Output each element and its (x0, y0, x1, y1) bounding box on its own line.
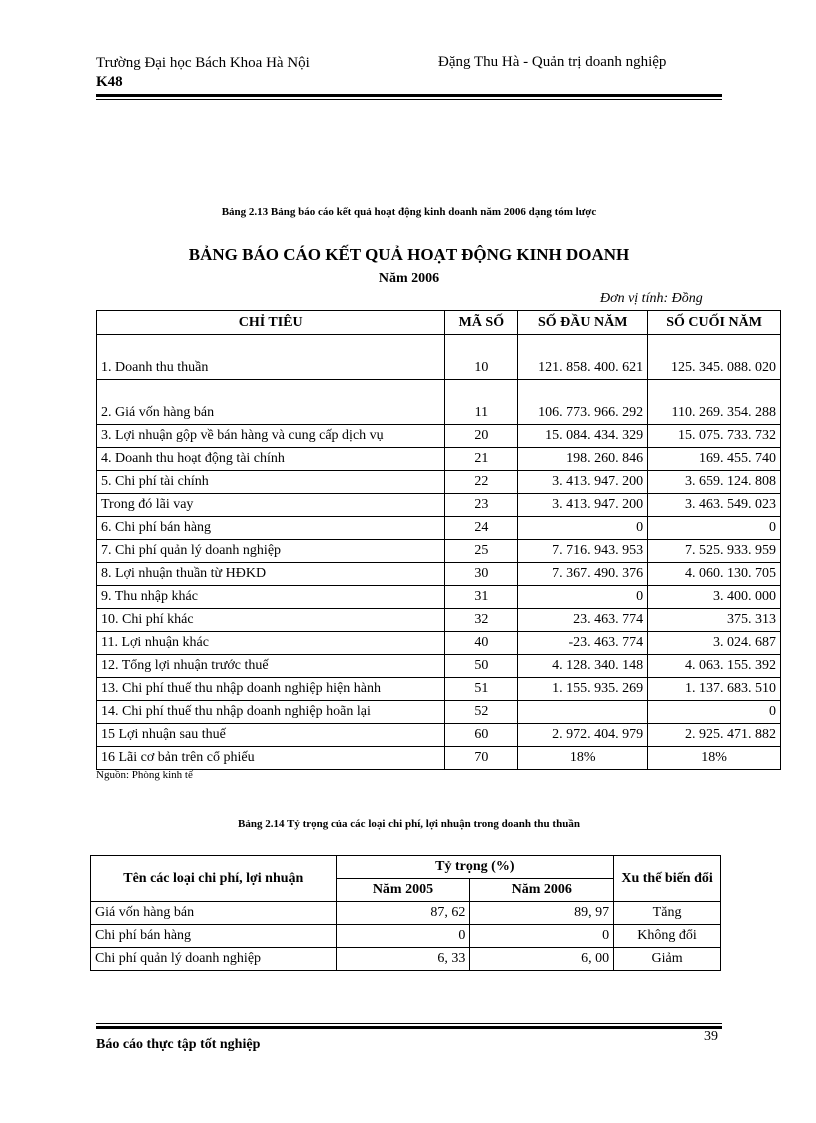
row-code: 32 (445, 609, 518, 632)
row-code: 11 (445, 380, 518, 425)
t2-row-2006: 89, 97 (470, 902, 614, 925)
row-end-value: 4. 063. 155. 392 (648, 655, 781, 678)
row-item-name: 2. Giá vốn hàng bán (97, 380, 445, 425)
t2-row-trend: Không đổi (614, 925, 721, 948)
t2-row-trend: Giảm (614, 948, 721, 971)
table-row (97, 609, 781, 632)
row-end-value: 0 (648, 701, 781, 724)
row-end-value: 125. 345. 088. 020 (648, 335, 781, 380)
t2-header-2006: Năm 2006 (470, 879, 614, 902)
t2-header-name: Tên các loại chi phí, lợi nhuận (91, 856, 337, 902)
row-code: 30 (445, 563, 518, 586)
unit-label: Đơn vị tính: Đồng (600, 291, 703, 306)
table-row (97, 678, 781, 701)
row-start-value: 18% (518, 747, 648, 770)
row-start-value: 15. 084. 434. 329 (518, 425, 648, 448)
table-row (97, 724, 781, 747)
row-item-name: 8. Lợi nhuận thuần từ HĐKD (97, 563, 445, 586)
row-end-value: 15. 075. 733. 732 (648, 425, 781, 448)
row-start-value: 198. 260. 846 (518, 448, 648, 471)
t2-row-2005: 87, 62 (336, 902, 470, 925)
header-rule (96, 94, 722, 97)
row-code: 70 (445, 747, 518, 770)
row-item-name: 4. Doanh thu hoạt động tài chính (97, 448, 445, 471)
row-start-value: 121. 858. 400. 621 (518, 335, 648, 380)
table-row (97, 747, 781, 770)
row-start-value: 23. 463. 774 (518, 609, 648, 632)
row-end-value: 3. 024. 687 (648, 632, 781, 655)
row-code: 23 (445, 494, 518, 517)
table2-row (91, 902, 721, 925)
table-row (97, 632, 781, 655)
footer-rule (96, 1026, 722, 1029)
t2-row-name: Chi phí bán hàng (91, 925, 337, 948)
table-row (97, 494, 781, 517)
table-header-row (97, 311, 781, 335)
row-start-value: 106. 773. 966. 292 (518, 380, 648, 425)
row-code: 10 (445, 335, 518, 380)
row-code: 21 (445, 448, 518, 471)
row-item-name: Trong đó lãi vay (97, 494, 445, 517)
row-code: 20 (445, 425, 518, 448)
row-end-value: 3. 400. 000 (648, 586, 781, 609)
row-code: 22 (445, 471, 518, 494)
t2-header-2005: Năm 2005 (336, 879, 470, 902)
row-start-value: 0 (518, 586, 648, 609)
row-code: 60 (445, 724, 518, 747)
col-header-code: MÃ SỐ (445, 311, 518, 335)
t2-row-2006: 6, 00 (470, 948, 614, 971)
report-year: Năm 2006 (378, 271, 440, 286)
row-item-name: 6. Chi phí bán hàng (97, 517, 445, 540)
row-end-value: 4. 060. 130. 705 (648, 563, 781, 586)
t2-header-trend: Xu thế biến đổi (614, 856, 721, 902)
header-author: Đặng Thu Hà - Quản trị doanh nghiệp (438, 54, 667, 70)
cost-ratio-table (90, 855, 721, 971)
row-item-name: 1. Doanh thu thuần (97, 335, 445, 380)
row-start-value: 3. 413. 947. 200 (518, 471, 648, 494)
row-item-name: 10. Chi phí khác (97, 609, 445, 632)
row-end-value: 0 (648, 517, 781, 540)
col-header-start: SỐ ĐẦU NĂM (518, 311, 648, 335)
row-item-name: 5. Chi phí tài chính (97, 471, 445, 494)
report-title: BẢNG BÁO CÁO KẾT QUẢ HOẠT ĐỘNG KINH DOANH (188, 245, 630, 264)
row-item-name: 13. Chi phí thuế thu nhập doanh nghiệp hiện hành (97, 678, 445, 701)
header-rule-thin (96, 99, 722, 100)
table-row (97, 586, 781, 609)
row-item-name: 7. Chi phí quản lý doanh nghiệp (97, 540, 445, 563)
row-end-value: 375. 313 (648, 609, 781, 632)
row-end-value: 3. 659. 124. 808 (648, 471, 781, 494)
row-code: 31 (445, 586, 518, 609)
row-code: 52 (445, 701, 518, 724)
row-end-value: 18% (648, 747, 781, 770)
row-item-name: 15 Lợi nhuận sau thuế (97, 724, 445, 747)
col-header-item: CHỈ TIÊU (97, 311, 445, 335)
row-start-value: 4. 128. 340. 148 (518, 655, 648, 678)
row-item-name: 14. Chi phí thuế thu nhập doanh nghiệp hoãn lại (97, 701, 445, 724)
table-row (97, 517, 781, 540)
table-row (97, 540, 781, 563)
row-code: 25 (445, 540, 518, 563)
t2-header-ratio: Tỷ trọng (%) (336, 856, 614, 879)
row-item-name: 9. Thu nhập khác (97, 586, 445, 609)
header-school (96, 54, 310, 92)
row-code: 40 (445, 632, 518, 655)
table-row (97, 563, 781, 586)
table2-caption: Bảng 2.14 Tỷ trọng của các loại chi phí, lợi nhuận trong doanh thu thuần (238, 818, 580, 830)
table2-header-row (91, 856, 721, 879)
footer-text: Báo cáo thực tập tốt nghiệp (96, 1037, 261, 1052)
table-row (97, 448, 781, 471)
row-item-name: 12. Tổng lợi nhuận trước thuế (97, 655, 445, 678)
table1-caption: Bảng 2.13 Bảng báo cáo kết quả hoạt động kinh doanh năm 2006 dạng tóm lược (221, 206, 597, 218)
page-number: 39 (704, 1029, 718, 1044)
t2-row-name: Chi phí quản lý doanh nghiệp (91, 948, 337, 971)
table-row (97, 335, 781, 380)
footer-rule-thin (96, 1023, 722, 1024)
row-end-value: 110. 269. 354. 288 (648, 380, 781, 425)
col-header-end: SỐ CUỐI NĂM (648, 311, 781, 335)
header-class: K48 (96, 74, 123, 90)
t2-row-trend: Tăng (614, 902, 721, 925)
row-end-value: 169. 455. 740 (648, 448, 781, 471)
table-row (97, 471, 781, 494)
row-start-value: -23. 463. 774 (518, 632, 648, 655)
header-school-name: Trường Đại học Bách Khoa Hà Nội (96, 55, 310, 71)
t2-row-2005: 0 (336, 925, 470, 948)
row-code: 50 (445, 655, 518, 678)
table-row (97, 701, 781, 724)
income-statement-table (96, 310, 781, 770)
t2-row-2006: 0 (470, 925, 614, 948)
row-end-value: 7. 525. 933. 959 (648, 540, 781, 563)
table-row (97, 380, 781, 425)
table2-row (91, 925, 721, 948)
table-row (97, 425, 781, 448)
row-item-name: 16 Lãi cơ bản trên cổ phiếu (97, 747, 445, 770)
t2-row-name: Giá vốn hàng bán (91, 902, 337, 925)
row-start-value: 2. 972. 404. 979 (518, 724, 648, 747)
row-start-value: 3. 413. 947. 200 (518, 494, 648, 517)
row-code: 24 (445, 517, 518, 540)
table-row (97, 655, 781, 678)
row-code: 51 (445, 678, 518, 701)
source-note: Nguồn: Phòng kinh tế (96, 769, 193, 781)
row-start-value (518, 701, 648, 724)
row-start-value: 7. 367. 490. 376 (518, 563, 648, 586)
row-end-value: 3. 463. 549. 023 (648, 494, 781, 517)
row-item-name: 11. Lợi nhuận khác (97, 632, 445, 655)
row-end-value: 1. 137. 683. 510 (648, 678, 781, 701)
row-start-value: 1. 155. 935. 269 (518, 678, 648, 701)
row-item-name: 3. Lợi nhuận gộp về bán hàng và cung cấp dịch vụ (97, 425, 445, 448)
row-start-value: 7. 716. 943. 953 (518, 540, 648, 563)
t2-row-2005: 6, 33 (336, 948, 470, 971)
row-end-value: 2. 925. 471. 882 (648, 724, 781, 747)
table2-row (91, 948, 721, 971)
row-start-value: 0 (518, 517, 648, 540)
